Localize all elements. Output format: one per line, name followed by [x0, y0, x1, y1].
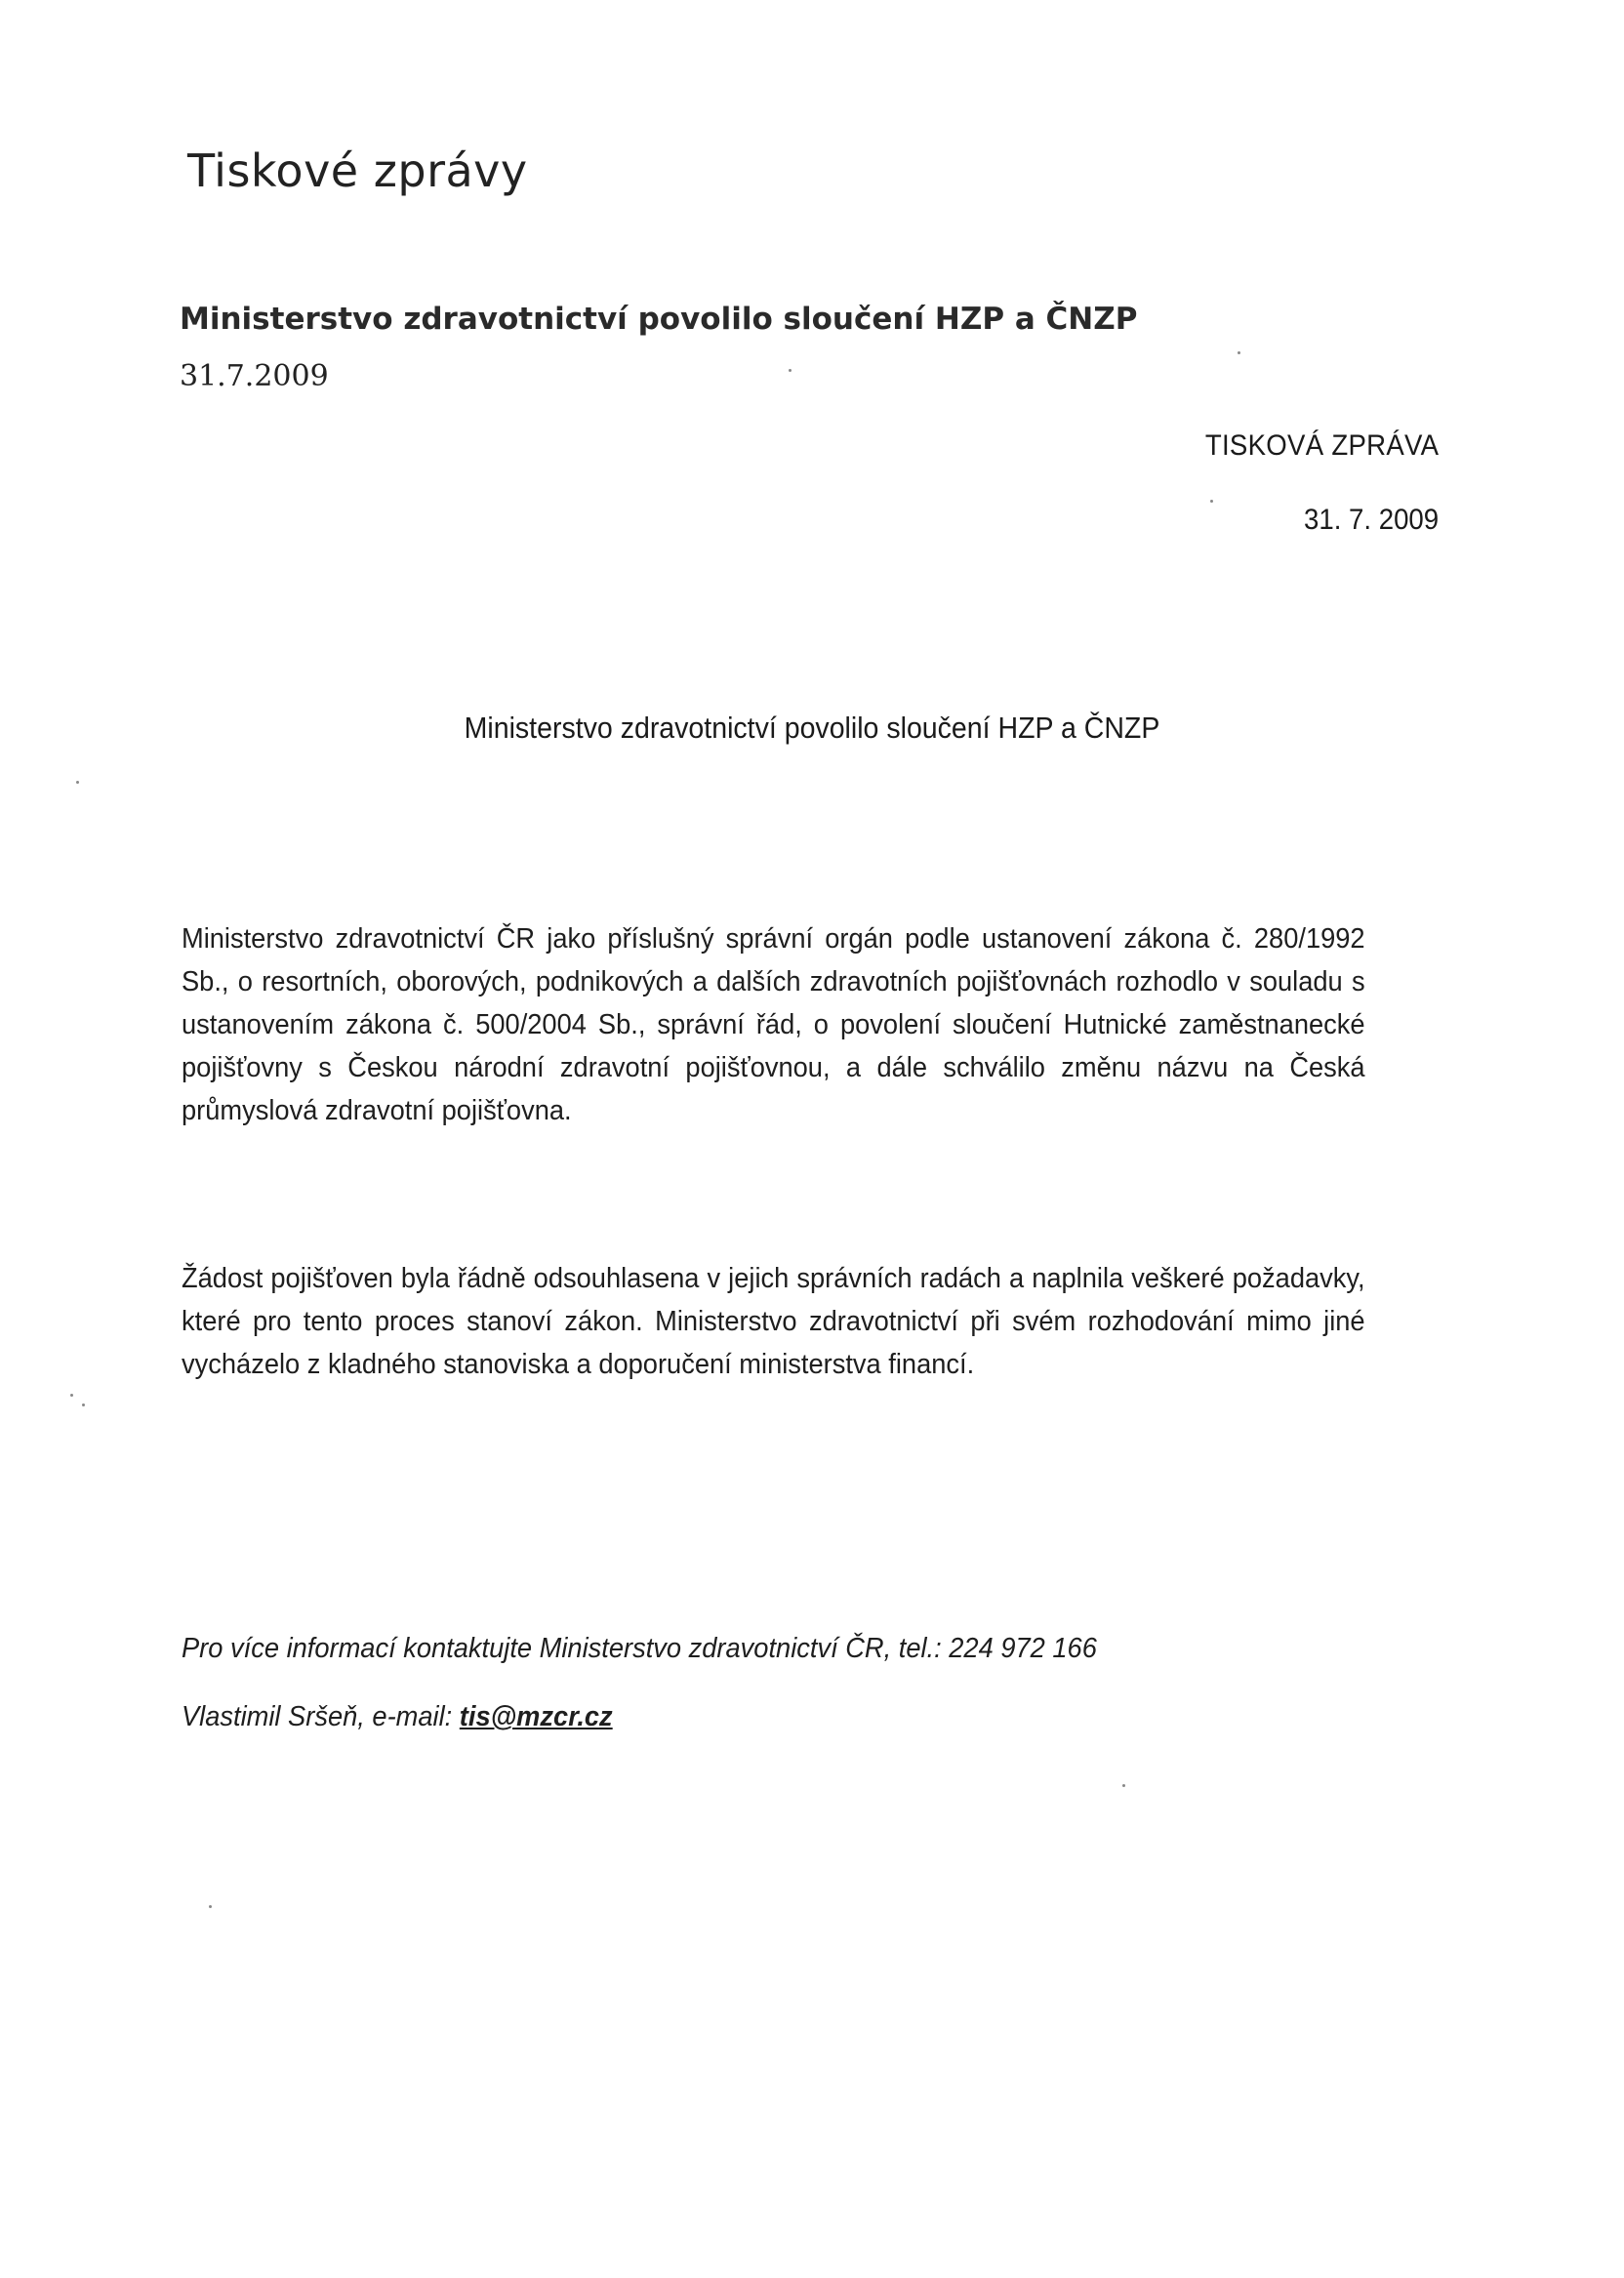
scan-speck	[1238, 351, 1240, 354]
contact-person-line	[182, 1701, 613, 1733]
scan-speck	[1210, 500, 1213, 503]
body-paragraph-2: Žádost pojišťoven byla řádně odsouhlasena v jejich správních radách a naplnila veškeré požadavky, které pro tento proces stanoví zákon. Ministerstvo zdravotnictví při svém rozhodování mimo jiné vycházelo z kladného stanoviska a doporučení ministerstva financí.	[182, 1263, 1365, 1380]
article-title: Ministerstvo zdravotnictví povolilo sloučení HZP a ČNZP	[180, 302, 1138, 337]
section-heading: Tiskové zprávy	[187, 144, 528, 197]
press-release-label: TISKOVÁ ZPRÁVA	[1204, 429, 1439, 462]
scan-speck	[82, 1403, 85, 1406]
article-date: 31.7.2009	[180, 359, 329, 393]
contact-email-link[interactable]: tis@mzcr.cz	[459, 1701, 613, 1732]
press-release-date: 31. 7. 2009	[1303, 504, 1439, 536]
body-paragraph-1: Ministerstvo zdravotnictví ČR jako příslušný správní orgán podle ustanovení zákona č. 280/1992 Sb., o resortních, oborových, podnikových a dalších zdravotních pojišťovnách rozhodlo v souladu s ustanovením zákona č. 500/2004 Sb., správní řád, o povolení sloučení Hutnické zaměstnanecké pojišťovny s Českou národní zdravotní pojišťovnou, a dále schválilo změnu názvu na Česká průmyslová zdravotní pojišťovna.	[182, 923, 1365, 1126]
scan-speck	[70, 1394, 73, 1397]
scan-speck	[789, 369, 792, 372]
scan-speck	[209, 1905, 212, 1908]
scan-speck	[76, 781, 79, 784]
scan-speck	[1122, 1784, 1125, 1787]
press-release-title: Ministerstvo zdravotnictví povolilo sloučení HZP a ČNZP	[464, 711, 1160, 745]
contact-person-name: Vlastimil Sršeň, e-mail:	[182, 1701, 460, 1732]
contact-info-line: Pro více informací kontaktujte Ministerstvo zdravotnictví ČR, tel.: 224 972 166	[182, 1633, 1097, 1664]
